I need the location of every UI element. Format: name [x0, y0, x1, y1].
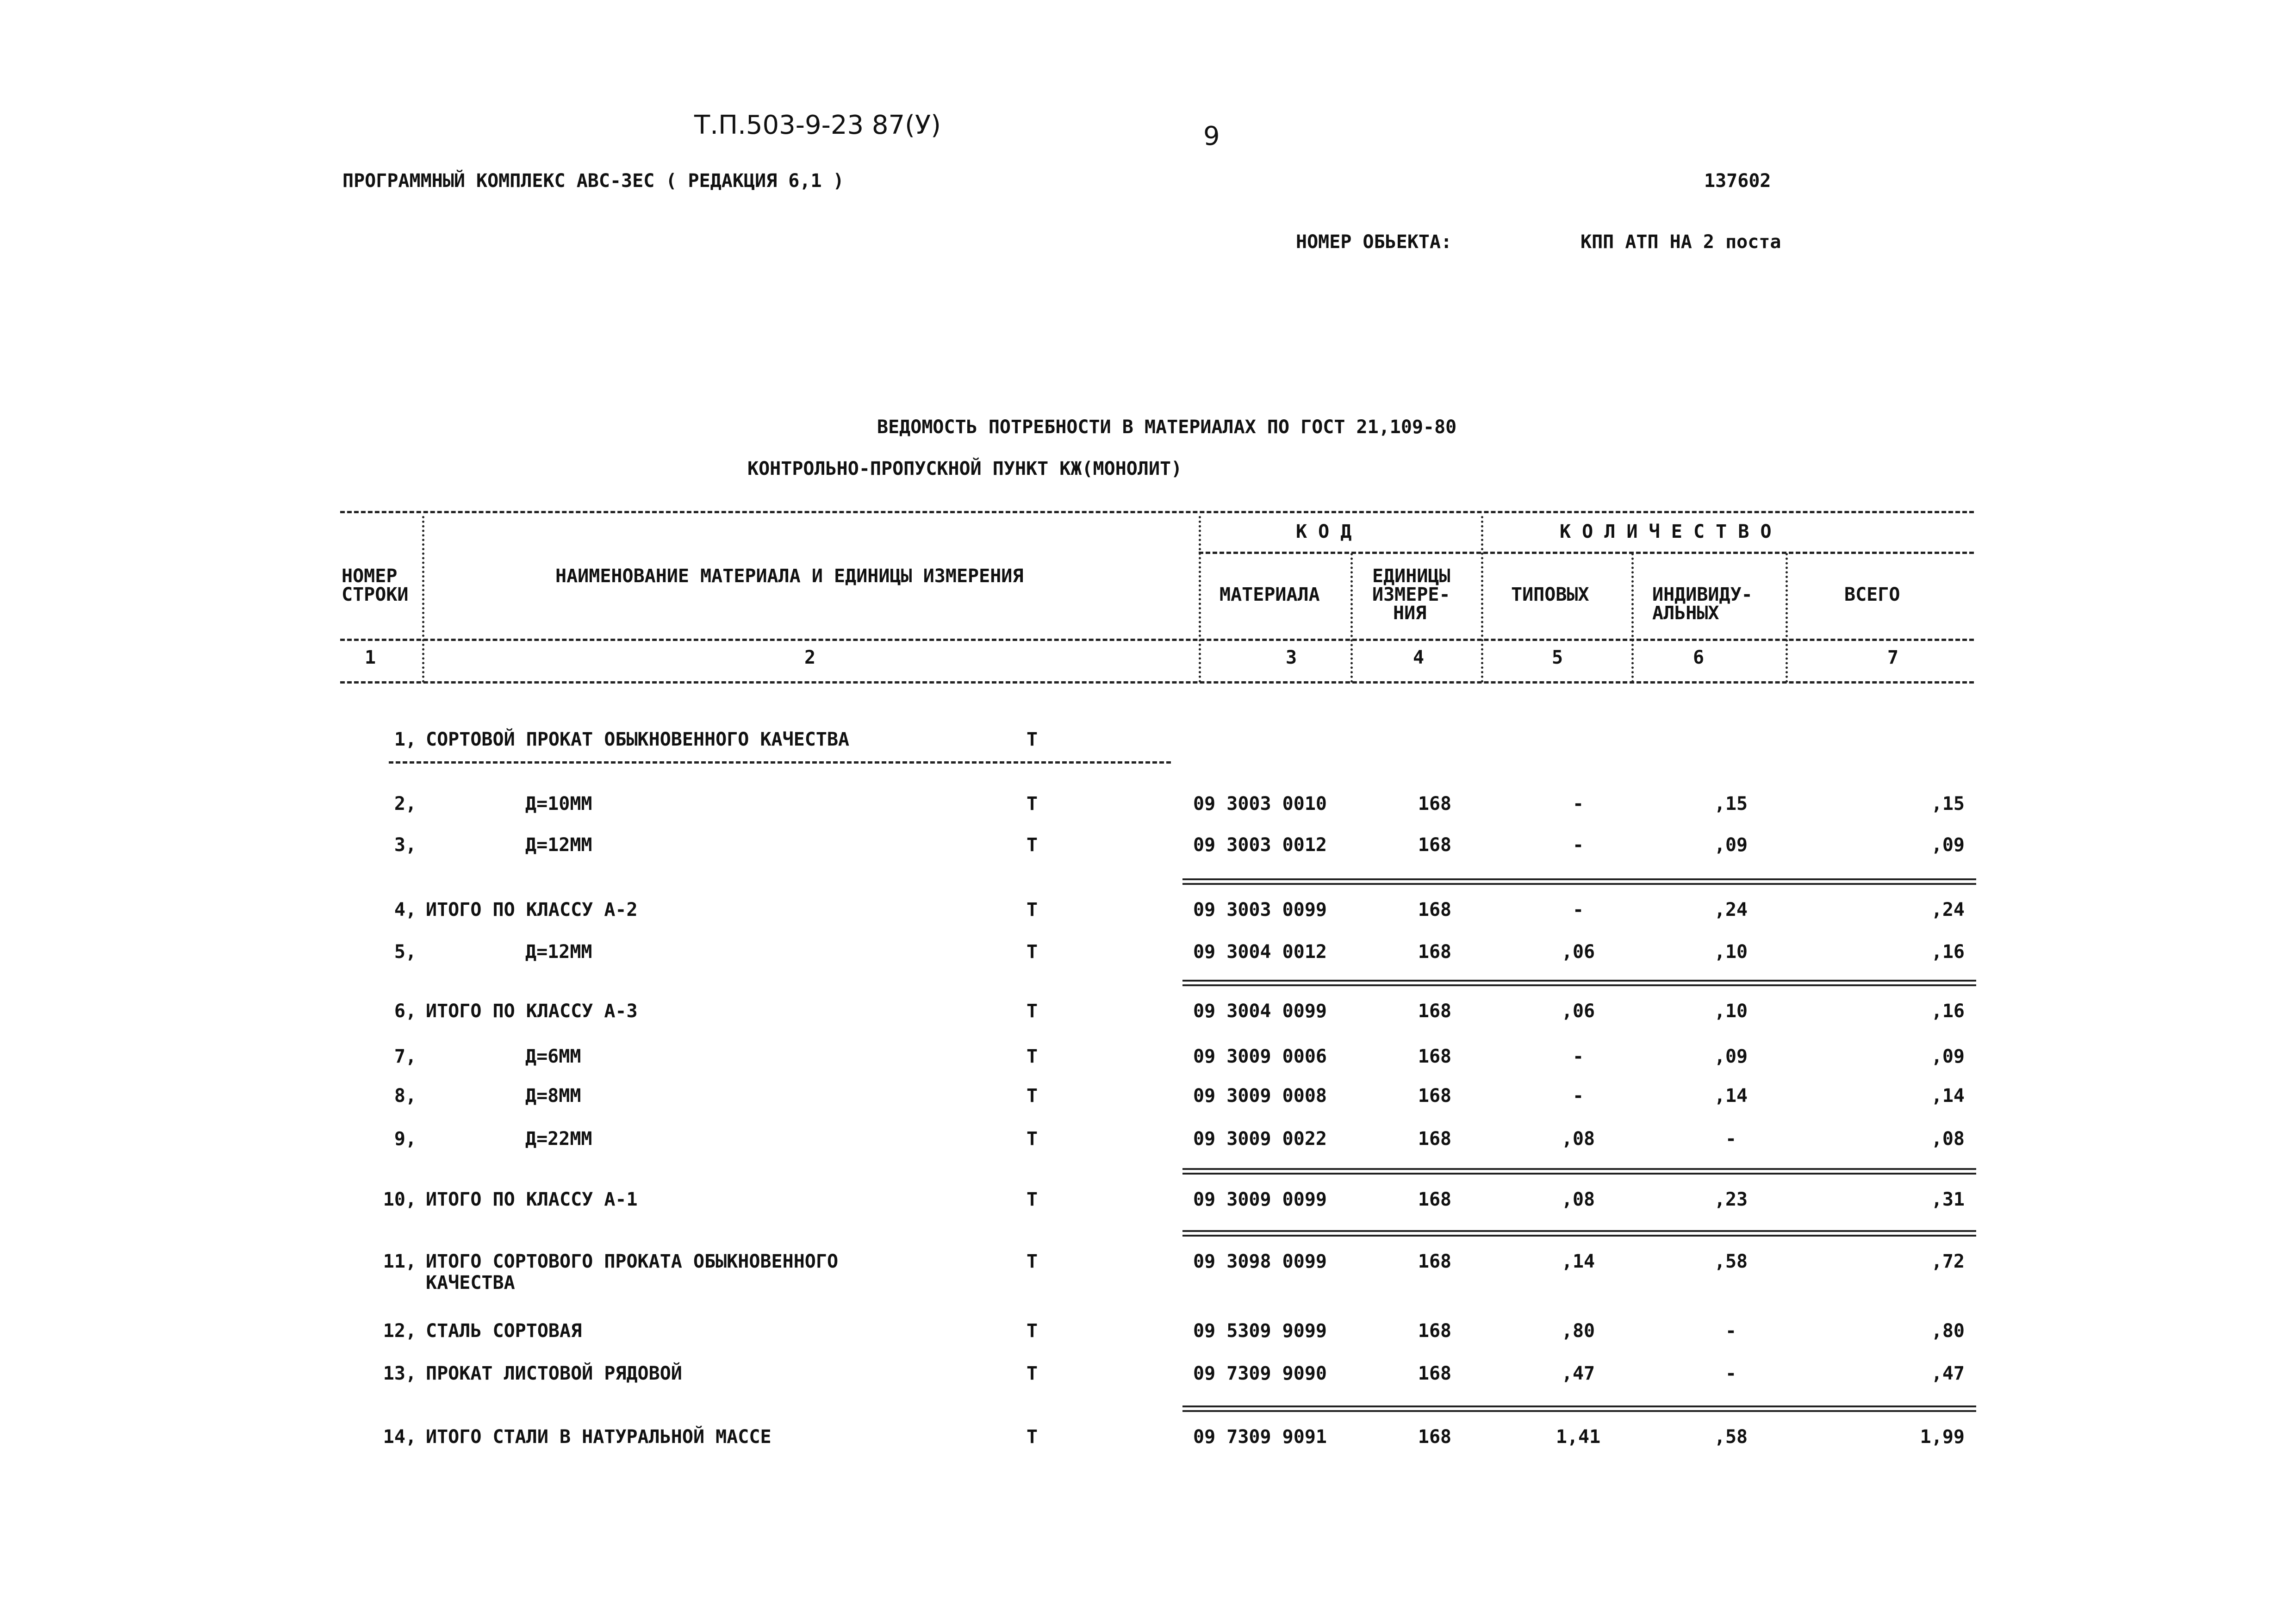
unit-code: 168	[1418, 1320, 1452, 1342]
total-quantity: ,16	[1931, 941, 1965, 963]
unit-of-measure: Т	[1027, 793, 1038, 815]
total-separator-rule	[1182, 1168, 1976, 1175]
unit-code: 168	[1418, 834, 1452, 856]
header-separator	[1199, 516, 1201, 683]
individual-quantity: ,58	[1714, 1426, 1748, 1448]
material-code: 09 3009 0099	[1193, 1189, 1327, 1210]
material-name: Д=6ММ	[525, 1046, 581, 1067]
header-material-name: НАИМЕНОВАНИЕ МАТЕРИАЛА И ЕДИНИЦЫ ИЗМЕРЕНИЯ	[555, 566, 1024, 587]
unit-code: 168	[1418, 1046, 1452, 1067]
unit-of-measure: Т	[1027, 1320, 1038, 1342]
material-name: Д=10ММ	[525, 793, 592, 815]
unit-of-measure: Т	[1027, 1189, 1038, 1210]
individual-quantity: -	[1725, 1128, 1737, 1150]
typical-quantity: -	[1572, 834, 1584, 856]
unit-code: 168	[1418, 793, 1452, 815]
individual-quantity: ,10	[1714, 941, 1748, 963]
row-number: 11,	[383, 1251, 417, 1272]
row-number: 7,	[394, 1046, 417, 1067]
unit-code: 168	[1418, 1251, 1452, 1272]
program-info: ПРОГРАММНЫЙ КОМПЛЕКС АВС-3ЕС ( РЕДАКЦИЯ 6,1 )	[342, 170, 844, 192]
header-total: ВСЕГО	[1844, 584, 1900, 605]
unit-of-measure: Т	[1027, 1426, 1038, 1448]
header-individual: АЛЬНЫХ	[1652, 603, 1719, 624]
header-unit-code: НИЯ	[1393, 603, 1427, 624]
total-quantity: ,16	[1931, 1001, 1965, 1022]
column-number: 1	[364, 647, 376, 668]
header-separator	[1631, 553, 1634, 683]
unit-code: 168	[1418, 941, 1452, 963]
total-quantity: ,80	[1931, 1320, 1965, 1342]
row-number: 13,	[383, 1363, 417, 1384]
header-row-number: СТРОКИ	[342, 584, 409, 605]
material-code: 09 5309 9099	[1193, 1320, 1327, 1342]
material-code: 09 3009 0006	[1193, 1046, 1327, 1067]
material-name: ПРОКАТ ЛИСТОВОЙ РЯДОВОЙ	[426, 1363, 682, 1384]
object-label: НОМЕР ОБЬЕКТА:	[1296, 231, 1452, 253]
individual-quantity: ,23	[1714, 1189, 1748, 1210]
material-code: 09 3004 0099	[1193, 1001, 1327, 1022]
header-bottom-rule	[340, 681, 1974, 684]
header-top-rule	[340, 511, 1974, 513]
material-code: 09 3004 0012	[1193, 941, 1327, 963]
header-unit-code: ЕДИНИЦЫ	[1372, 566, 1450, 587]
column-number: 4	[1412, 647, 1425, 668]
individual-quantity: ,24	[1714, 899, 1748, 920]
typical-quantity: -	[1572, 1085, 1584, 1107]
document-subtitle: КОНТРОЛЬНО-ПРОПУСКНОЙ ПУНКТ КЖ(МОНОЛИТ)	[747, 458, 1182, 479]
total-quantity: ,09	[1931, 834, 1965, 856]
row-number: 9,	[394, 1128, 417, 1150]
typical-quantity: ,47	[1561, 1363, 1595, 1384]
row-number: 12,	[383, 1320, 417, 1342]
typical-quantity: ,14	[1561, 1251, 1595, 1272]
document-code: 137602	[1704, 170, 1771, 192]
column-number: 2	[804, 647, 816, 668]
row-number: 6,	[394, 1001, 417, 1022]
column-number: 7	[1887, 647, 1899, 668]
header-group-rule	[1199, 552, 1974, 554]
typical-quantity: -	[1572, 793, 1584, 815]
unit-of-measure: Т	[1027, 834, 1038, 856]
unit-code: 168	[1418, 1363, 1452, 1384]
column-number: 5	[1551, 647, 1563, 668]
material-name: Д=12ММ	[525, 941, 592, 963]
individual-quantity: ,10	[1714, 1001, 1748, 1022]
material-code: 09 3009 0008	[1193, 1085, 1327, 1107]
unit-of-measure: Т	[1027, 1363, 1038, 1384]
total-separator-rule	[1182, 980, 1976, 986]
row-number: 2,	[394, 793, 417, 815]
material-name: Д=12ММ	[525, 834, 592, 856]
total-quantity: ,15	[1931, 793, 1965, 815]
total-quantity: ,31	[1931, 1189, 1965, 1210]
page-number: 9	[1203, 121, 1220, 151]
total-separator-rule	[1182, 1405, 1976, 1412]
row-number: 5,	[394, 941, 417, 963]
header-separator	[422, 516, 424, 683]
header-code-group: К О Д	[1296, 521, 1352, 542]
material-name: Д=8ММ	[525, 1085, 581, 1107]
unit-code: 168	[1418, 1085, 1452, 1107]
typical-quantity: 1,41	[1556, 1426, 1601, 1448]
typical-quantity: ,08	[1561, 1128, 1595, 1150]
row-number: 3,	[394, 834, 417, 856]
unit-code: 168	[1418, 1128, 1452, 1150]
header-mid-rule	[340, 639, 1974, 641]
material-name: КАЧЕСТВА	[426, 1272, 515, 1293]
header-individual: ИНДИВИДУ-	[1652, 584, 1753, 605]
material-code: 09 3009 0022	[1193, 1128, 1327, 1150]
unit-code: 168	[1418, 899, 1452, 920]
column-number: 6	[1692, 647, 1705, 668]
document-title: ВЕДОМОСТЬ ПОТРЕБНОСТИ В МАТЕРИАЛАХ ПО ГОСТ 21,109-80	[877, 417, 1457, 438]
individual-quantity: ,15	[1714, 793, 1748, 815]
total-quantity: 1,99	[1920, 1426, 1965, 1448]
material-code: 09 3003 0099	[1193, 899, 1327, 920]
total-separator-rule	[1182, 1230, 1976, 1237]
header-typical: ТИПОВЫХ	[1511, 584, 1589, 605]
unit-of-measure: Т	[1027, 1085, 1038, 1107]
unit-of-measure: Т	[1027, 1251, 1038, 1272]
total-quantity: ,72	[1931, 1251, 1965, 1272]
header-unit-code: ИЗМЕРЕ-	[1372, 584, 1450, 605]
typical-quantity: -	[1572, 1046, 1584, 1067]
unit-of-measure: Т	[1027, 1046, 1038, 1067]
unit-code: 168	[1418, 1426, 1452, 1448]
unit-of-measure: Т	[1027, 1128, 1038, 1150]
material-code: 09 7309 9091	[1193, 1426, 1327, 1448]
material-name: ИТОГО ПО КЛАССУ А-3	[426, 1001, 638, 1022]
object-value: КПП АТП НА 2 поста	[1580, 231, 1781, 253]
typical-quantity: ,08	[1561, 1189, 1595, 1210]
header-row-number: НОМЕР	[342, 566, 398, 587]
total-quantity: ,09	[1931, 1046, 1965, 1067]
header-material-code: МАТЕРИАЛА	[1220, 584, 1320, 605]
header-separator	[1786, 553, 1788, 683]
doc-reference: Т.П.503-9-23 87(У)	[694, 110, 941, 140]
individual-quantity: ,09	[1714, 834, 1748, 856]
material-code: 09 7309 9090	[1193, 1363, 1327, 1384]
total-quantity: ,47	[1931, 1363, 1965, 1384]
row-number: 4,	[394, 899, 417, 920]
material-name: ИТОГО СОРТОВОГО ПРОКАТА ОБЫКНОВЕННОГО	[426, 1251, 839, 1272]
material-code: 09 3098 0099	[1193, 1251, 1327, 1272]
header-quantity-group: К О Л И Ч Е С Т В О	[1560, 521, 1772, 542]
unit-code: 168	[1418, 1189, 1452, 1210]
unit-of-measure: Т	[1027, 899, 1038, 920]
individual-quantity: ,58	[1714, 1251, 1748, 1272]
section-underline	[389, 761, 1171, 764]
unit-of-measure: Т	[1027, 1001, 1038, 1022]
total-quantity: ,24	[1931, 899, 1965, 920]
header-separator	[1350, 553, 1353, 683]
unit-of-measure: Т	[1027, 729, 1038, 750]
material-name: СОРТОВОЙ ПРОКАТ ОБЫКНОВЕННОГО КАЧЕСТВА	[426, 729, 850, 750]
unit-code: 168	[1418, 1001, 1452, 1022]
row-number: 1,	[394, 729, 417, 750]
row-number: 8,	[394, 1085, 417, 1107]
total-separator-rule	[1182, 878, 1976, 885]
individual-quantity: ,09	[1714, 1046, 1748, 1067]
material-name: ИТОГО СТАЛИ В НАТУРАЛЬНОЙ МАССЕ	[426, 1426, 772, 1448]
typical-quantity: -	[1572, 899, 1584, 920]
row-number: 14,	[383, 1426, 417, 1448]
material-name: ИТОГО ПО КЛАССУ А-1	[426, 1189, 638, 1210]
material-name: СТАЛЬ СОРТОВАЯ	[426, 1320, 582, 1342]
row-number: 10,	[383, 1189, 417, 1210]
typical-quantity: ,80	[1561, 1320, 1595, 1342]
typical-quantity: ,06	[1561, 941, 1595, 963]
material-code: 09 3003 0010	[1193, 793, 1327, 815]
unit-of-measure: Т	[1027, 941, 1038, 963]
material-name: Д=22ММ	[525, 1128, 592, 1150]
material-name: ИТОГО ПО КЛАССУ А-2	[426, 899, 638, 920]
header-separator	[1481, 516, 1483, 683]
individual-quantity: -	[1725, 1363, 1737, 1384]
total-quantity: ,08	[1931, 1128, 1965, 1150]
individual-quantity: ,14	[1714, 1085, 1748, 1107]
material-code: 09 3003 0012	[1193, 834, 1327, 856]
typical-quantity: ,06	[1561, 1001, 1595, 1022]
column-number: 3	[1285, 647, 1297, 668]
individual-quantity: -	[1725, 1320, 1737, 1342]
total-quantity: ,14	[1931, 1085, 1965, 1107]
